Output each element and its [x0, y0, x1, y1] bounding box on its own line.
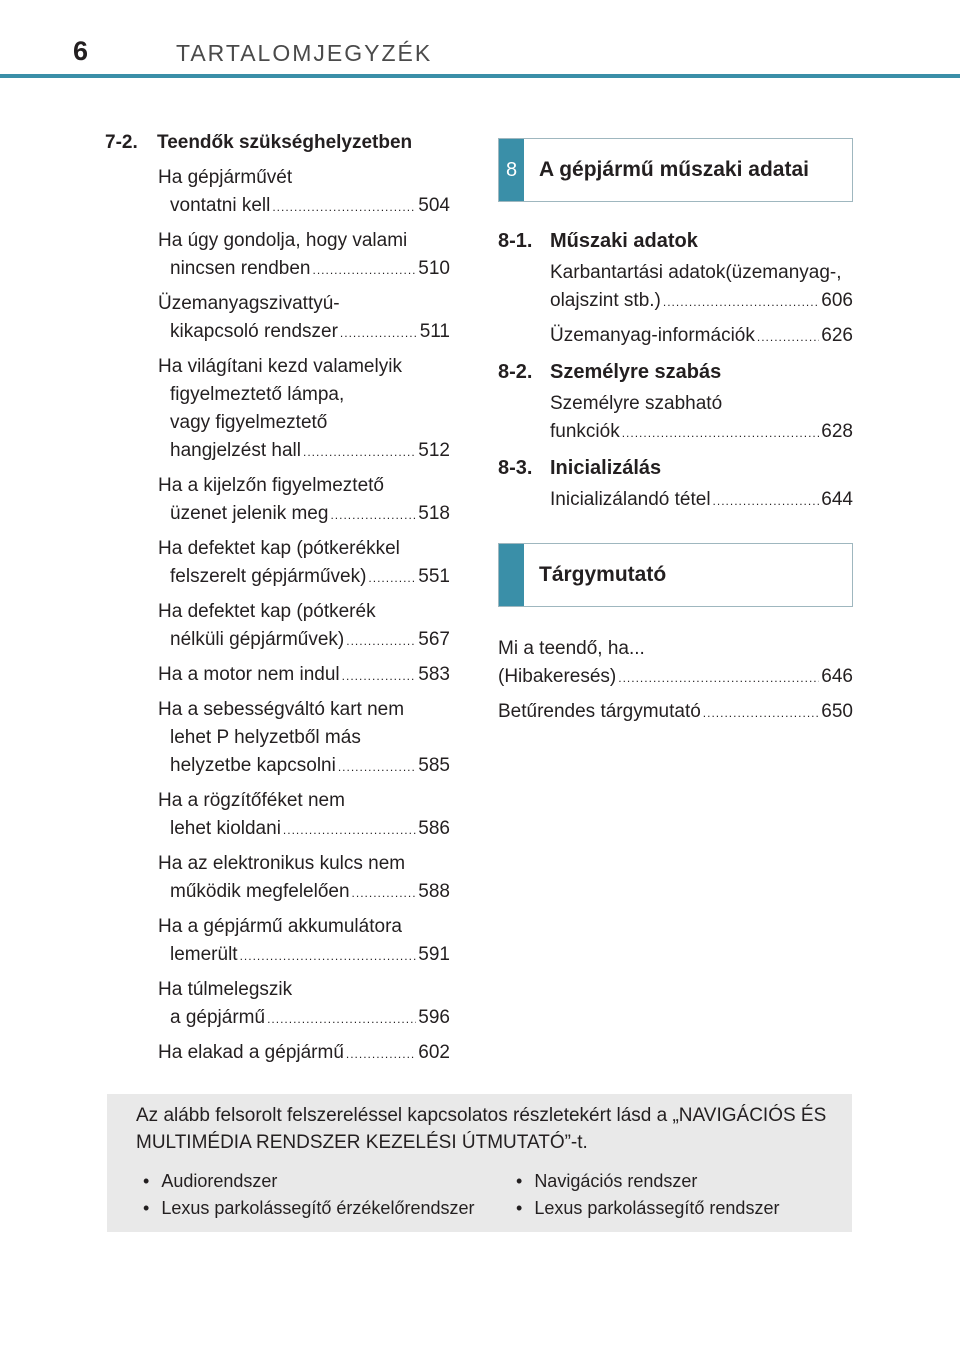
toc-entry-text: üzenet jelenik meg	[170, 503, 329, 524]
dot-leader	[303, 438, 416, 466]
toc-entry-text: a gépjármű	[170, 1007, 266, 1028]
toc-page-number: 567	[418, 629, 450, 650]
toc-entry-text: Üzemanyag-információk	[550, 325, 755, 346]
toc-page-number: 583	[418, 664, 450, 685]
section-title: Teendők szükséghelyzetben	[157, 132, 413, 153]
index-title: Tárgymutató	[539, 563, 667, 586]
toc-entry-last-line	[158, 661, 450, 690]
toc-entry[interactable]	[158, 535, 450, 592]
toc-entry-last-line	[158, 1039, 450, 1068]
toc-entry-text: Üzemanyagszivattyú-	[158, 293, 340, 314]
toc-entry-text: Ha defektet kap (pótkerék	[158, 601, 376, 622]
section-heading-7-2	[105, 132, 450, 154]
chapter-title: A gépjármű műszaki adatai	[539, 158, 809, 181]
section-number: 7-2.	[105, 132, 138, 153]
toc-entry-text: felszerelt gépjárművek)	[170, 566, 367, 587]
left-column	[105, 132, 450, 1074]
toc-entry-last-line	[550, 418, 853, 447]
toc-entry[interactable]	[158, 353, 450, 466]
toc-page-number: 586	[418, 818, 450, 839]
chapter-8-box[interactable]	[498, 138, 853, 202]
dot-leader	[346, 1040, 416, 1068]
section-number: 8-3.	[498, 457, 533, 479]
toc-entry-text: (Hibakeresés)	[498, 666, 617, 687]
toc-entry-text: hangjelzést hall	[170, 440, 301, 461]
dot-leader	[703, 699, 820, 727]
toc-entry-text: lehet P helyzetből más	[170, 727, 361, 748]
toc-entry[interactable]	[158, 164, 450, 221]
toc-entry[interactable]	[158, 598, 450, 655]
toc-page-number: 510	[418, 258, 450, 279]
bullet-navigation: • Navigációs rendszer	[516, 1171, 697, 1192]
toc-entry-text: Ha világítani kezd valamelyik	[158, 356, 402, 377]
toc-entry[interactable]	[158, 976, 450, 1033]
page-number: 6	[73, 36, 89, 66]
toc-entry[interactable]	[158, 913, 450, 970]
toc-page-number: 606	[821, 290, 853, 311]
toc-entry-text: helyzetbe kapcsolni	[170, 755, 336, 776]
toc-entry[interactable]	[158, 227, 450, 284]
toc-entry[interactable]	[158, 850, 450, 907]
toc-entry-text: Inicializálandó tétel	[550, 489, 711, 510]
right-column	[498, 138, 853, 733]
header-rule	[0, 74, 960, 78]
note-box	[107, 1094, 852, 1232]
toc-page-number: 628	[821, 421, 853, 442]
toc-entry-last-line	[158, 500, 450, 529]
section-title: Műszaki adatok	[550, 230, 698, 252]
toc-page-number: 511	[419, 321, 450, 342]
toc-entry-text: Karbantartási adatok	[550, 262, 726, 283]
toc-page-number: 596	[418, 1007, 450, 1028]
dot-leader	[346, 627, 416, 655]
toc-entry-last-line	[498, 698, 853, 727]
dot-leader	[330, 501, 416, 529]
toc-entry-text: Ha gépjárművét	[158, 167, 293, 188]
toc-page-number: 518	[418, 503, 450, 524]
toc-entry-last-line	[158, 318, 450, 347]
toc-page-number: 626	[821, 325, 853, 346]
toc-entry-text: Ha a rögzítőféket nem	[158, 790, 345, 811]
toc-entry-text: Ha a gépjármű akkumulátora	[158, 916, 402, 937]
toc-entry-last-line	[550, 287, 853, 316]
toc-page-number: 588	[418, 881, 450, 902]
toc-entry-text: nélküli gépjárművek)	[170, 629, 345, 650]
index-tab	[499, 544, 524, 606]
toc-entry[interactable]	[158, 696, 450, 781]
dot-leader	[618, 664, 819, 692]
toc-entry-text: Ha túlmelegszik	[158, 979, 293, 1000]
toc-page-number: 602	[418, 1042, 450, 1063]
toc-page-number: 585	[418, 755, 450, 776]
dot-leader	[267, 1005, 416, 1033]
toc-entry-text: figyelmeztető lámpa,	[170, 384, 345, 405]
toc-entry[interactable]	[498, 635, 853, 692]
toc-entry[interactable]	[550, 390, 853, 447]
section-title: Személyre szabás	[550, 361, 722, 383]
toc-entry-text: Ha defektet kap (pótkerékkel	[158, 538, 400, 559]
page-title: TARTALOMJEGYZÉK	[176, 40, 433, 66]
dot-leader	[352, 879, 417, 907]
section-title: Inicializálás	[550, 457, 662, 479]
toc-entry[interactable]	[158, 787, 450, 844]
toc-entry-text: vontatni kell	[170, 195, 271, 216]
dot-leader	[283, 816, 416, 844]
toc-entry-last-line	[158, 255, 450, 284]
section-heading	[498, 361, 853, 384]
toc-entry-text: lemerült	[170, 944, 238, 965]
toc-entry-last-line	[158, 626, 450, 655]
toc-entry-last-line	[158, 752, 450, 781]
dot-leader	[313, 256, 417, 284]
chapter-tab: 8	[499, 139, 524, 201]
section-number: 8-2.	[498, 361, 533, 383]
toc-entry-last-line	[550, 322, 853, 351]
toc-entry-text: vagy figyelmeztető	[170, 412, 328, 433]
toc-entry-text: Betűrendes tárgymutató	[498, 701, 701, 722]
toc-entry-text: Ha elakad a gépjármű	[158, 1042, 344, 1063]
toc-page-number: 650	[821, 701, 853, 722]
bullet-parking-assist: • Lexus parkolássegítő rendszer	[516, 1198, 779, 1219]
toc-entry-text: lehet kioldani	[170, 818, 281, 839]
toc-entry-last-line	[158, 815, 450, 844]
toc-page-number: 644	[821, 489, 853, 510]
toc-entry[interactable]	[158, 1039, 450, 1068]
dot-leader	[663, 288, 819, 316]
dot-leader	[272, 193, 416, 221]
dot-leader	[342, 662, 417, 690]
toc-entry-text: Ha úgy gondolja, hogy valami	[158, 230, 408, 251]
toc-entry[interactable]	[550, 322, 853, 351]
section-heading	[498, 457, 853, 480]
toc-page-number: 591	[418, 944, 450, 965]
toc-entry-last-line	[550, 486, 853, 515]
toc-entry-text: Személyre szabható	[550, 393, 723, 414]
toc-entry-last-line	[158, 878, 450, 907]
toc-entry[interactable]	[158, 661, 450, 690]
section-heading	[498, 230, 853, 253]
note-text: Az alább felsorolt felszereléssel kapcsolatos részletekért lásd a „NAVIGÁCIÓS ÉS MULTIMÉDIA RENDSZER KEZELÉSI ÚTMUTATÓ”-t.	[136, 1105, 827, 1153]
chapter-8-sections	[498, 230, 853, 525]
toc-entry-text: Ha az elektronikus kulcs nem	[158, 853, 406, 874]
dot-leader	[338, 753, 416, 781]
toc-entry-last-line	[158, 941, 450, 970]
dot-leader	[240, 942, 417, 970]
toc-entry-last-line	[158, 437, 450, 466]
toc-entry-text: (üzemanyag-,	[725, 262, 842, 283]
toc-entry-text: funkciók	[550, 421, 620, 442]
toc-page-number: 512	[418, 440, 450, 461]
toc-entry[interactable]	[550, 486, 853, 515]
toc-entry-text: Ha a motor nem indul	[158, 664, 340, 685]
toc-entry[interactable]	[158, 290, 450, 347]
dot-leader	[368, 564, 416, 592]
section-number: 8-1.	[498, 230, 533, 252]
toc-entry[interactable]	[498, 698, 853, 727]
dot-leader	[713, 487, 820, 515]
toc-entry-text: Mi a teendő, ha...	[498, 638, 645, 659]
toc-entry-list	[105, 164, 450, 1068]
toc-entry-text: Ha a sebességváltó kart nem	[158, 699, 405, 720]
toc-entry-last-line	[158, 563, 450, 592]
section-spacer	[498, 521, 853, 525]
dot-leader	[340, 319, 418, 347]
toc-entry-text: működik megfelelően	[170, 881, 350, 902]
toc-page-number: 551	[418, 566, 450, 587]
index-box[interactable]	[498, 543, 853, 607]
toc-entry-last-line	[158, 1004, 450, 1033]
toc-entry-text: olajszint stb.)	[550, 290, 661, 311]
dot-leader	[757, 323, 819, 351]
toc-entry-last-line	[158, 192, 450, 221]
toc-entry[interactable]	[550, 259, 853, 316]
toc-entry-last-line	[498, 663, 853, 692]
toc-entry-text: Ha a kijelzőn figyelmeztető	[158, 475, 384, 496]
bullet-parking-sensor: • Lexus parkolássegítő érzékelőrendszer	[143, 1198, 474, 1219]
toc-entry-text: kikapcsoló rendszer	[170, 321, 338, 342]
dot-leader	[622, 419, 820, 447]
bullet-audio: • Audiorendszer	[143, 1171, 277, 1192]
toc-page-number: 504	[418, 195, 450, 216]
toc-page-number: 646	[821, 666, 853, 687]
toc-entry-text: nincsen rendben	[170, 258, 311, 279]
toc-entry[interactable]	[158, 472, 450, 529]
index-entry-list	[498, 635, 853, 727]
